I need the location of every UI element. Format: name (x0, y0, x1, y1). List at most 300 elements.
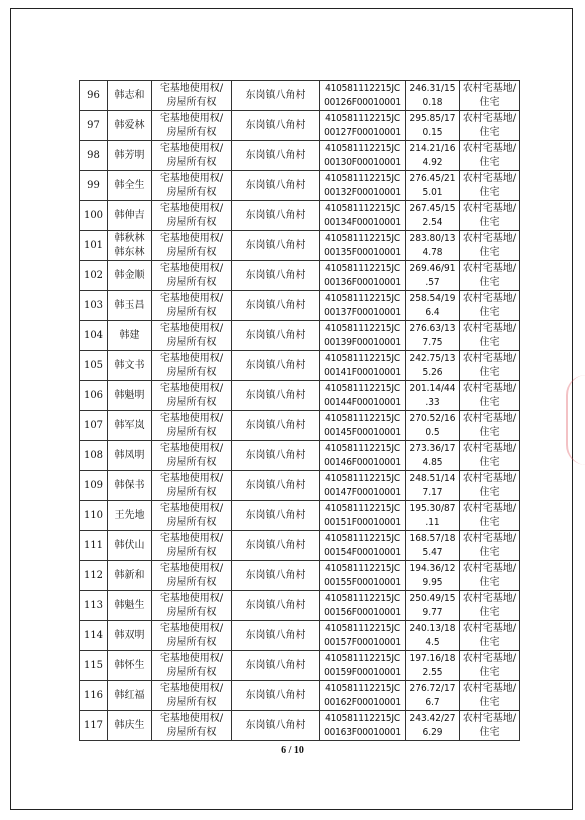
land-use-line: 农村宅基地/ (462, 202, 517, 214)
land-use-line: 住宅 (479, 306, 500, 318)
area-line: 9.77 (422, 606, 443, 618)
owner-name-cell: 韩魁生 (108, 591, 152, 621)
land-use-cell (460, 81, 520, 111)
area-cell (406, 141, 460, 171)
right-type-line: 房屋所有权 (166, 126, 217, 138)
area-cell (406, 471, 460, 501)
right-type-cell (152, 681, 232, 711)
unit-code-cell (320, 621, 406, 651)
right-type-line: 宅基地使用权/ (159, 352, 224, 364)
unit-code-line: 410581112215JC (325, 712, 400, 724)
land-use-cell (460, 171, 520, 201)
area-line: 6.4 (425, 306, 440, 318)
land-use-line: 农村宅基地/ (462, 322, 517, 334)
area-cell (406, 441, 460, 471)
unit-code-cell (320, 561, 406, 591)
unit-code-line: 00146F00010001 (324, 456, 401, 468)
table-row (80, 711, 520, 741)
unit-code-line: 410581112215JC (325, 322, 400, 334)
area-line: 5.47 (422, 546, 443, 558)
row-number-cell: 98 (80, 141, 108, 171)
location-cell: 东岗镇八角村 (232, 591, 320, 621)
area-line: 0.18 (422, 96, 443, 108)
land-use-line: 农村宅基地/ (462, 262, 517, 274)
row-number-cell: 115 (80, 651, 108, 681)
land-use-line: 住宅 (479, 186, 500, 198)
unit-code-cell (320, 591, 406, 621)
unit-code-line: 410581112215JC (325, 112, 400, 124)
area-line: 243.42/27 (409, 712, 456, 724)
table-row (80, 501, 520, 531)
right-type-line: 房屋所有权 (166, 366, 217, 378)
unit-code-line: 410581112215JC (325, 622, 400, 634)
right-type-cell (152, 291, 232, 321)
owner-name-cell: 韩金顺 (108, 261, 152, 291)
owner-name-cell: 韩保书 (108, 471, 152, 501)
owner-name-cell: 韩新和 (108, 561, 152, 591)
unit-code-line: 00157F00010001 (324, 636, 401, 648)
row-number-cell: 103 (80, 291, 108, 321)
right-type-cell (152, 321, 232, 351)
unit-code-line: 410581112215JC (325, 472, 400, 484)
land-use-line: 住宅 (479, 246, 500, 258)
right-type-line: 宅基地使用权/ (159, 502, 224, 514)
area-cell (406, 111, 460, 141)
area-line: 246.31/15 (409, 82, 456, 94)
right-type-line: 房屋所有权 (166, 216, 217, 228)
area-line: 197.16/18 (409, 652, 456, 664)
area-line: 270.52/16 (409, 412, 456, 424)
land-use-line: 住宅 (479, 216, 500, 228)
area-line: 250.49/15 (409, 592, 456, 604)
unit-code-cell (320, 651, 406, 681)
location-cell: 东岗镇八角村 (232, 621, 320, 651)
right-type-cell (152, 201, 232, 231)
location-cell: 东岗镇八角村 (232, 381, 320, 411)
area-line: 195.30/87 (409, 502, 456, 514)
row-number-cell: 102 (80, 261, 108, 291)
area-line: 267.45/15 (409, 202, 456, 214)
unit-code-cell (320, 81, 406, 111)
unit-code-line: 410581112215JC (325, 442, 400, 454)
unit-code-line: 00145F00010001 (324, 426, 401, 438)
unit-code-cell (320, 261, 406, 291)
owner-name-cell: 韩凤明 (108, 441, 152, 471)
row-number-cell: 108 (80, 441, 108, 471)
owner-name-cell: 韩爱林 (108, 111, 152, 141)
right-type-line: 宅基地使用权/ (159, 652, 224, 664)
table-row (80, 681, 520, 711)
land-use-cell (460, 681, 520, 711)
area-cell (406, 261, 460, 291)
land-use-line: 农村宅基地/ (462, 172, 517, 184)
land-use-line: 农村宅基地/ (462, 382, 517, 394)
unit-code-line: 00126F00010001 (324, 96, 401, 108)
right-type-cell (152, 141, 232, 171)
location-cell: 东岗镇八角村 (232, 651, 320, 681)
land-use-cell (460, 411, 520, 441)
land-use-cell (460, 711, 520, 741)
table-row (80, 351, 520, 381)
row-number-cell: 106 (80, 381, 108, 411)
area-line: 248.51/14 (409, 472, 456, 484)
location-cell: 东岗镇八角村 (232, 141, 320, 171)
right-type-cell (152, 381, 232, 411)
table-row (80, 651, 520, 681)
table-row (80, 591, 520, 621)
area-line: 276.63/13 (409, 322, 456, 334)
unit-code-line: 410581112215JC (325, 562, 400, 574)
right-type-cell (152, 441, 232, 471)
area-line: 2.54 (422, 216, 443, 228)
row-number-cell: 110 (80, 501, 108, 531)
unit-code-cell (320, 351, 406, 381)
table-row (80, 381, 520, 411)
unit-code-line: 00163F00010001 (324, 726, 401, 738)
location-cell: 东岗镇八角村 (232, 321, 320, 351)
table-row (80, 471, 520, 501)
land-use-cell (460, 351, 520, 381)
unit-code-line: 00139F00010001 (324, 336, 401, 348)
right-type-line: 房屋所有权 (166, 546, 217, 558)
unit-code-line: 00144F00010001 (324, 396, 401, 408)
table-row (80, 81, 520, 111)
location-cell: 东岗镇八角村 (232, 351, 320, 381)
area-cell (406, 621, 460, 651)
owner-name-cell: 韩建 (108, 321, 152, 351)
right-type-line: 房屋所有权 (166, 456, 217, 468)
owner-name-cell: 韩志和 (108, 81, 152, 111)
unit-code-line: 410581112215JC (325, 652, 400, 664)
land-use-cell (460, 321, 520, 351)
unit-code-line: 00147F00010001 (324, 486, 401, 498)
right-type-line: 宅基地使用权/ (159, 322, 224, 334)
land-use-cell (460, 231, 520, 261)
right-type-cell (152, 621, 232, 651)
land-use-line: 农村宅基地/ (462, 562, 517, 574)
right-type-line: 房屋所有权 (166, 96, 217, 108)
unit-code-cell (320, 381, 406, 411)
right-type-line: 房屋所有权 (166, 576, 217, 588)
area-line: .57 (425, 276, 440, 288)
unit-code-line: 00135F00010001 (324, 246, 401, 258)
right-type-line: 宅基地使用权/ (159, 292, 224, 304)
row-number-cell: 111 (80, 531, 108, 561)
land-use-line: 住宅 (479, 546, 500, 558)
unit-code-line: 00162F00010001 (324, 696, 401, 708)
right-type-cell (152, 531, 232, 561)
area-line: 214.21/16 (409, 142, 456, 154)
location-cell: 东岗镇八角村 (232, 441, 320, 471)
owner-name-cell: 韩伸吉 (108, 201, 152, 231)
land-use-cell (460, 141, 520, 171)
area-line: 6.7 (425, 696, 440, 708)
right-type-line: 房屋所有权 (166, 186, 217, 198)
location-cell: 东岗镇八角村 (232, 111, 320, 141)
land-use-line: 农村宅基地/ (462, 412, 517, 424)
land-use-cell (460, 111, 520, 141)
unit-code-line: 410581112215JC (325, 532, 400, 544)
location-cell: 东岗镇八角村 (232, 81, 320, 111)
area-line: 283.80/13 (409, 232, 456, 244)
area-line: 276.72/17 (409, 682, 456, 694)
right-type-line: 宅基地使用权/ (159, 562, 224, 574)
unit-code-line: 410581112215JC (325, 202, 400, 214)
unit-code-line: 410581112215JC (325, 232, 400, 244)
right-type-cell (152, 351, 232, 381)
land-use-line: 住宅 (479, 606, 500, 618)
land-use-line: 农村宅基地/ (462, 622, 517, 634)
area-line: 2.55 (422, 666, 443, 678)
table-row (80, 531, 520, 561)
right-type-line: 宅基地使用权/ (159, 202, 224, 214)
area-cell (406, 411, 460, 441)
row-number-cell: 96 (80, 81, 108, 111)
unit-code-line: 410581112215JC (325, 502, 400, 514)
right-type-line: 房屋所有权 (166, 696, 217, 708)
land-use-line: 农村宅基地/ (462, 712, 517, 724)
unit-code-line: 00151F00010001 (324, 516, 401, 528)
area-cell (406, 651, 460, 681)
area-line: 7.17 (422, 486, 443, 498)
right-type-cell (152, 561, 232, 591)
right-type-cell (152, 501, 232, 531)
area-line: .33 (425, 396, 440, 408)
land-use-cell (460, 591, 520, 621)
right-type-line: 宅基地使用权/ (159, 172, 224, 184)
unit-code-line: 410581112215JC (325, 592, 400, 604)
unit-code-cell (320, 711, 406, 741)
unit-code-cell (320, 531, 406, 561)
land-use-cell (460, 501, 520, 531)
right-type-line: 房屋所有权 (166, 666, 217, 678)
right-type-line: 宅基地使用权/ (159, 712, 224, 724)
owner-name-cell: 韩伏山 (108, 531, 152, 561)
location-cell: 东岗镇八角村 (232, 711, 320, 741)
owner-name-cell: 韩军岚 (108, 411, 152, 441)
unit-code-line: 410581112215JC (325, 172, 400, 184)
land-use-cell (460, 201, 520, 231)
owner-name-line: 韩秋林 (114, 232, 145, 244)
area-line: 269.46/91 (409, 262, 456, 274)
area-cell (406, 231, 460, 261)
area-line: 258.54/19 (409, 292, 456, 304)
land-use-line: 住宅 (479, 696, 500, 708)
unit-code-line: 00155F00010001 (324, 576, 401, 588)
right-type-line: 宅基地使用权/ (159, 82, 224, 94)
right-type-cell (152, 411, 232, 441)
unit-code-cell (320, 291, 406, 321)
unit-code-line: 00156F00010001 (324, 606, 401, 618)
unit-code-cell (320, 321, 406, 351)
right-type-line: 房屋所有权 (166, 516, 217, 528)
unit-code-line: 410581112215JC (325, 352, 400, 364)
right-type-line: 宅基地使用权/ (159, 412, 224, 424)
area-cell (406, 351, 460, 381)
land-use-line: 住宅 (479, 156, 500, 168)
area-line: 194.36/12 (409, 562, 456, 574)
location-cell: 东岗镇八角村 (232, 291, 320, 321)
unit-code-line: 00132F00010001 (324, 186, 401, 198)
unit-code-cell (320, 111, 406, 141)
location-cell: 东岗镇八角村 (232, 231, 320, 261)
owner-name-cell: 韩双明 (108, 621, 152, 651)
unit-code-cell (320, 171, 406, 201)
owner-name-cell: 韩魁明 (108, 381, 152, 411)
table-row (80, 411, 520, 441)
area-cell (406, 591, 460, 621)
page-number: 6 / 10 (281, 745, 304, 756)
area-line: 9.95 (422, 576, 443, 588)
table-row (80, 171, 520, 201)
land-use-line: 农村宅基地/ (462, 592, 517, 604)
row-number-cell: 107 (80, 411, 108, 441)
area-line: 4.85 (422, 456, 443, 468)
row-number-cell: 97 (80, 111, 108, 141)
area-line: 4.5 (425, 636, 440, 648)
unit-code-cell (320, 141, 406, 171)
unit-code-line: 00141F00010001 (324, 366, 401, 378)
right-type-line: 宅基地使用权/ (159, 682, 224, 694)
area-line: 0.5 (425, 426, 440, 438)
land-use-line: 农村宅基地/ (462, 442, 517, 454)
unit-code-line: 410581112215JC (325, 262, 400, 274)
location-cell: 东岗镇八角村 (232, 171, 320, 201)
owner-name-cell (108, 231, 152, 261)
land-use-line: 住宅 (479, 426, 500, 438)
right-type-line: 房屋所有权 (166, 336, 217, 348)
area-line: 295.85/17 (409, 112, 456, 124)
unit-code-line: 00127F00010001 (324, 126, 401, 138)
land-use-cell (460, 291, 520, 321)
area-line: 7.75 (422, 336, 443, 348)
right-type-line: 宅基地使用权/ (159, 622, 224, 634)
location-cell: 东岗镇八角村 (232, 531, 320, 561)
unit-code-cell (320, 231, 406, 261)
area-line: 242.75/13 (409, 352, 456, 364)
right-type-cell (152, 261, 232, 291)
unit-code-cell (320, 201, 406, 231)
land-use-line: 住宅 (479, 366, 500, 378)
area-line: 5.01 (422, 186, 443, 198)
table-row (80, 321, 520, 351)
land-use-line: 住宅 (479, 576, 500, 588)
land-use-cell (460, 561, 520, 591)
row-number-cell: 99 (80, 171, 108, 201)
unit-code-line: 410581112215JC (325, 142, 400, 154)
area-cell (406, 711, 460, 741)
land-use-line: 住宅 (479, 516, 500, 528)
land-use-line: 住宅 (479, 726, 500, 738)
table-row (80, 291, 520, 321)
row-number-cell: 109 (80, 471, 108, 501)
area-line: 5.26 (422, 366, 443, 378)
land-use-cell (460, 531, 520, 561)
right-type-line: 房屋所有权 (166, 426, 217, 438)
location-cell: 东岗镇八角村 (232, 561, 320, 591)
unit-code-line: 410581112215JC (325, 82, 400, 94)
table-row (80, 261, 520, 291)
right-type-line: 宅基地使用权/ (159, 472, 224, 484)
right-type-cell (152, 471, 232, 501)
land-use-line: 农村宅基地/ (462, 292, 517, 304)
right-type-line: 宅基地使用权/ (159, 532, 224, 544)
registry-body (80, 81, 520, 741)
property-registry-table (79, 80, 520, 741)
land-use-line: 住宅 (479, 396, 500, 408)
right-type-cell (152, 591, 232, 621)
owner-name-cell: 韩庆生 (108, 711, 152, 741)
right-type-line: 房屋所有权 (166, 156, 217, 168)
unit-code-line: 00137F00010001 (324, 306, 401, 318)
unit-code-cell (320, 501, 406, 531)
land-use-line: 农村宅基地/ (462, 112, 517, 124)
row-number-cell: 104 (80, 321, 108, 351)
area-line: 6.29 (422, 726, 443, 738)
unit-code-line: 00154F00010001 (324, 546, 401, 558)
land-use-line: 住宅 (479, 336, 500, 348)
row-number-cell: 105 (80, 351, 108, 381)
unit-code-line: 00136F00010001 (324, 276, 401, 288)
area-cell (406, 81, 460, 111)
table-row (80, 111, 520, 141)
unit-code-line: 00130F00010001 (324, 156, 401, 168)
table-row (80, 231, 520, 261)
right-type-line: 房屋所有权 (166, 636, 217, 648)
land-use-cell (460, 621, 520, 651)
land-use-line: 住宅 (479, 666, 500, 678)
area-line: .11 (425, 516, 440, 528)
land-use-cell (460, 441, 520, 471)
owner-name-cell: 韩红福 (108, 681, 152, 711)
area-line: 168.57/18 (409, 532, 456, 544)
right-type-line: 宅基地使用权/ (159, 232, 224, 244)
owner-name-cell: 韩芳明 (108, 141, 152, 171)
unit-code-line: 00134F00010001 (324, 216, 401, 228)
location-cell: 东岗镇八角村 (232, 501, 320, 531)
land-use-line: 农村宅基地/ (462, 652, 517, 664)
right-type-line: 宅基地使用权/ (159, 142, 224, 154)
right-type-cell (152, 81, 232, 111)
right-type-cell (152, 711, 232, 741)
area-line: 4.78 (422, 246, 443, 258)
right-type-line: 房屋所有权 (166, 306, 217, 318)
area-cell (406, 531, 460, 561)
land-use-line: 住宅 (479, 126, 500, 138)
right-type-line: 宅基地使用权/ (159, 112, 224, 124)
unit-code-cell (320, 441, 406, 471)
owner-name-cell: 韩怀生 (108, 651, 152, 681)
area-line: 240.13/18 (409, 622, 456, 634)
land-use-cell (460, 261, 520, 291)
table-row (80, 441, 520, 471)
owner-name-cell: 韩全生 (108, 171, 152, 201)
right-type-line: 房屋所有权 (166, 486, 217, 498)
land-use-line: 农村宅基地/ (462, 472, 517, 484)
table-row (80, 561, 520, 591)
area-line: 0.15 (422, 126, 443, 138)
area-cell (406, 381, 460, 411)
row-number-cell: 114 (80, 621, 108, 651)
land-use-line: 住宅 (479, 456, 500, 468)
location-cell: 东岗镇八角村 (232, 201, 320, 231)
area-cell (406, 201, 460, 231)
area-cell (406, 501, 460, 531)
right-type-line: 房屋所有权 (166, 246, 217, 258)
land-use-line: 农村宅基地/ (462, 502, 517, 514)
right-type-line: 房屋所有权 (166, 276, 217, 288)
land-use-line: 农村宅基地/ (462, 82, 517, 94)
